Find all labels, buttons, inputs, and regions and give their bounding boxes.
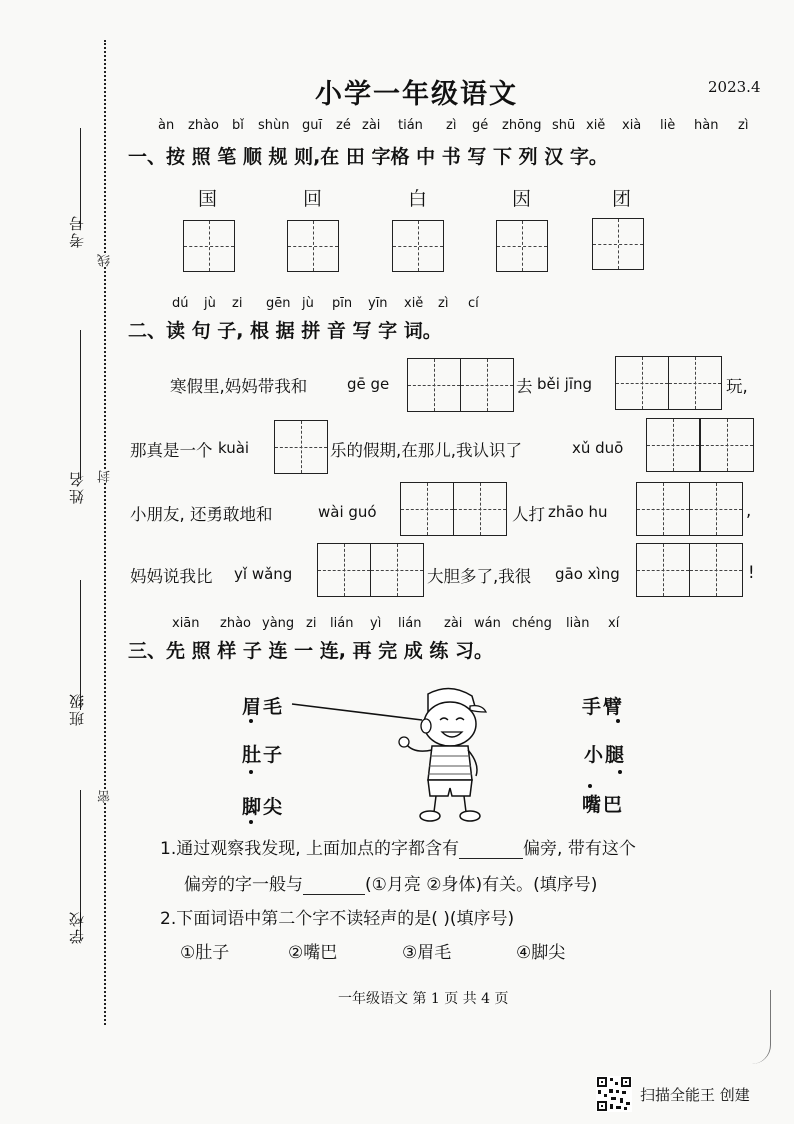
pinyin: jù <box>302 296 314 311</box>
sentence-text: ! <box>748 563 755 582</box>
pinyin: zài <box>444 616 463 631</box>
sentence-text: 小朋友, 还勇敢地和 <box>130 505 273 524</box>
option-4: ④脚尖 <box>516 943 566 963</box>
section1-heading: 一、按 照 笔 顺 规 则,在 田 字格 中 书 写 下 列 汉 字。 <box>128 146 608 168</box>
pinyin: xiě <box>404 296 424 311</box>
answer-box[interactable] <box>407 358 461 412</box>
answer-box[interactable] <box>317 543 371 597</box>
sentence-text: 寒假里,妈妈带我和 <box>170 377 308 396</box>
pinyin: yì <box>370 616 382 631</box>
answer-box[interactable] <box>453 482 507 536</box>
pinyin: zì <box>446 118 457 133</box>
question-1-text-b: 偏旁, 带有这个 <box>523 839 636 859</box>
answer-box[interactable] <box>700 418 754 472</box>
binding-dotted-line <box>104 40 106 1025</box>
pinyin: gēn <box>266 296 291 311</box>
pinyin: gé <box>472 118 489 133</box>
scanner-watermark: 扫描全能王 创建 <box>640 1086 750 1104</box>
pinyin: liàn <box>566 616 590 631</box>
pinyin-prompt: gāo xìng <box>555 565 620 583</box>
qr-code-icon <box>596 1076 632 1112</box>
sentence-text: 去 <box>516 377 533 396</box>
question-1-text-a: 1.通过观察我发现, 上面加点的字都含有 <box>160 839 460 859</box>
section3-pinyin-row <box>0 616 794 634</box>
exam-date: 2023.4 <box>708 78 761 96</box>
left-word-toe[interactable]: 脚尖 <box>242 796 285 818</box>
tianzi-box[interactable] <box>592 218 644 270</box>
pinyin: zhào <box>188 118 219 133</box>
pinyin-prompt: běi jīng <box>537 375 593 393</box>
model-char: 白 <box>408 188 428 210</box>
pinyin: tián <box>398 118 423 133</box>
emphasis-dot <box>616 719 620 723</box>
answer-box[interactable] <box>689 543 743 597</box>
pinyin: àn <box>158 118 175 133</box>
answer-box[interactable] <box>636 482 690 536</box>
tianzi-box[interactable] <box>183 220 235 272</box>
page-title: 小学一年级语文 <box>315 79 518 110</box>
emphasis-dot <box>249 719 253 723</box>
model-char: 回 <box>303 188 323 210</box>
page-edge-curve <box>752 990 771 1064</box>
name-label: 姓名 <box>68 470 86 504</box>
pinyin: zhào <box>220 616 251 631</box>
emphasis-dot <box>588 784 592 788</box>
tianzi-box[interactable] <box>287 220 339 272</box>
question-2: 2.下面词语中第二个字不读轻声的是( )(填序号) <box>160 909 515 929</box>
radical-blank[interactable] <box>459 840 523 859</box>
section2-heading: 二、读 句 子, 根 据 拼 音 写 字 词。 <box>128 320 442 342</box>
answer-box[interactable] <box>460 358 514 412</box>
pinyin-prompt: xǔ duō <box>572 439 624 457</box>
pinyin: shùn <box>258 118 290 133</box>
exam-number-label: 考号 <box>68 214 86 248</box>
pinyin: zi <box>232 296 243 311</box>
question-1-line2 <box>184 870 597 895</box>
pinyin: hàn <box>694 118 719 133</box>
answer-box[interactable] <box>668 356 722 410</box>
pinyin-prompt: kuài <box>218 439 250 457</box>
option-1: ①肚子 <box>180 943 230 963</box>
section2-pinyin-row <box>0 296 794 314</box>
question-1-text-c: 偏旁的字一般与 <box>184 875 303 895</box>
bind-mark-secret: 密 <box>98 790 113 803</box>
pinyin: shū <box>552 118 576 133</box>
pinyin: xí <box>608 616 620 631</box>
pinyin: guī <box>302 118 323 133</box>
school-label: 学校 <box>68 910 86 944</box>
pinyin: pīn <box>332 296 353 311</box>
answer-box[interactable] <box>400 482 454 536</box>
pinyin: jù <box>204 296 216 311</box>
pinyin: xià <box>622 118 642 133</box>
sentence-text: 乐的假期,在那儿,我认识了 <box>330 441 522 460</box>
section1-pinyin-row <box>0 118 794 136</box>
sentence-text: 大胆多了,我很 <box>427 567 532 586</box>
answer-box[interactable] <box>615 356 669 410</box>
sentence-text: 妈妈说我比 <box>130 567 213 586</box>
name-line <box>80 330 81 480</box>
exam-number-line <box>80 128 81 228</box>
left-word-eyebrow[interactable]: 眉毛 <box>242 696 285 718</box>
question-1-line1 <box>160 834 636 859</box>
pinyin-prompt: wài guó <box>318 503 377 521</box>
pinyin-prompt: gē ge <box>347 375 390 393</box>
boy-illustration <box>280 680 520 830</box>
sentence-text: 玩, <box>726 377 748 396</box>
tianzi-box[interactable] <box>496 220 548 272</box>
option-3: ③眉毛 <box>402 943 452 963</box>
class-label: 班级 <box>68 692 86 726</box>
pinyin: cí <box>468 296 479 311</box>
pinyin: liè <box>660 118 676 133</box>
emphasis-dot <box>249 770 253 774</box>
right-word-mouth[interactable]: 嘴巴 <box>582 794 625 816</box>
bind-mark-seal: 封 <box>98 470 113 483</box>
answer-box[interactable] <box>636 543 690 597</box>
sentence-text: 人打 <box>512 505 545 524</box>
pinyin: lián <box>330 616 354 631</box>
answer-box[interactable] <box>689 482 743 536</box>
answer-box[interactable] <box>274 420 328 474</box>
pinyin: zì <box>738 118 749 133</box>
sentence-text: 那真是一个 <box>130 441 213 460</box>
answer-box[interactable] <box>646 418 700 472</box>
left-word-belly[interactable]: 肚子 <box>242 744 285 766</box>
pinyin: dú <box>172 296 189 311</box>
emphasis-dot <box>618 770 622 774</box>
sentence-text: , <box>746 501 752 520</box>
pinyin: zài <box>362 118 381 133</box>
option-2: ②嘴巴 <box>288 943 338 963</box>
page-footer: 一年级语文 第 1 页 共 4 页 <box>338 991 509 1007</box>
emphasis-dot <box>249 820 253 824</box>
meaning-blank[interactable] <box>303 876 365 895</box>
section3-heading: 三、先 照 样 子 连 一 连, 再 完 成 练 习。 <box>128 640 493 662</box>
model-char: 团 <box>612 188 632 210</box>
example-connection-line <box>292 704 422 720</box>
pinyin: zì <box>438 296 449 311</box>
pinyin: yīn <box>368 296 388 311</box>
pinyin: wán <box>474 616 501 631</box>
pinyin: chéng <box>512 616 552 631</box>
pinyin-prompt: yǐ wǎng <box>234 565 293 583</box>
pinyin: lián <box>398 616 422 631</box>
model-char: 国 <box>198 188 218 210</box>
answer-box[interactable] <box>370 543 424 597</box>
pinyin: bǐ <box>232 118 244 133</box>
pinyin: yàng <box>262 616 295 631</box>
class-line <box>80 580 81 710</box>
pinyin: zi <box>306 616 317 631</box>
tianzi-box[interactable] <box>392 220 444 272</box>
right-word-arm[interactable]: 手臂 <box>582 696 625 718</box>
pinyin: zhōng <box>502 118 542 133</box>
model-char: 因 <box>512 188 532 210</box>
pinyin-prompt: zhāo hu <box>548 503 608 521</box>
pinyin: xiān <box>172 616 200 631</box>
pinyin: xiě <box>586 118 606 133</box>
pinyin: zé <box>336 118 351 133</box>
right-word-leg[interactable]: 小腿 <box>584 744 627 766</box>
bind-mark-line: 线 <box>98 254 113 267</box>
question-1-text-d: (①月亮 ②身体)有关。(填序号) <box>365 875 598 895</box>
